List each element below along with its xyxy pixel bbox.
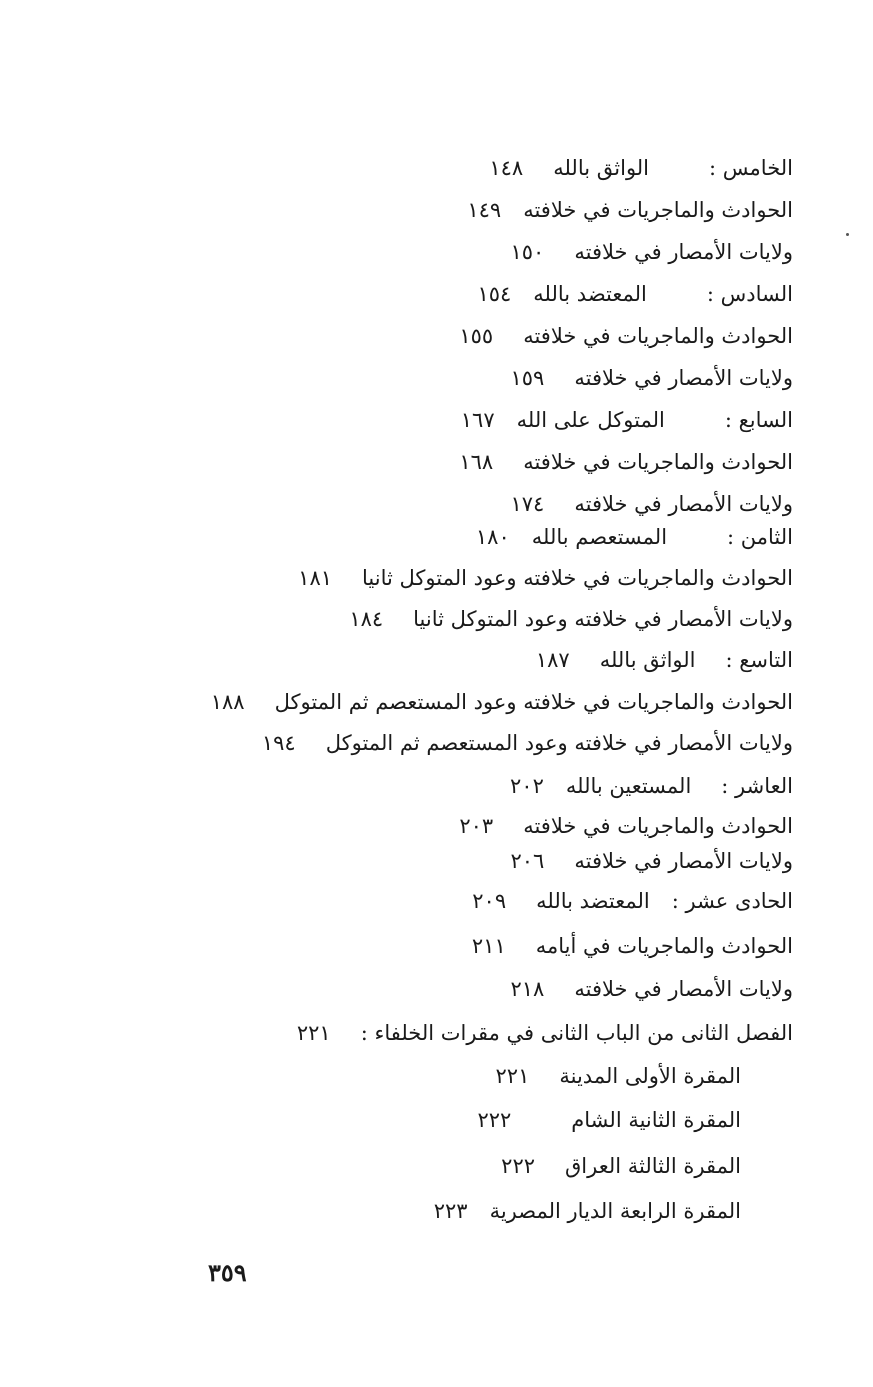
- toc-entry: [489, 147, 793, 189]
- toc-entry-title: المقرة الأولى المدينة: [559, 1064, 741, 1088]
- toc-entry-title: الحوادث والماجريات في خلافته: [523, 198, 793, 222]
- toc-entry: [472, 925, 793, 967]
- toc-entry: [434, 1190, 741, 1232]
- toc-entry: [511, 840, 794, 882]
- toc-entry: [461, 399, 793, 441]
- toc-entry-page: ٢٠٩: [472, 889, 507, 913]
- toc-entry-page: ٢١٨: [510, 977, 545, 1001]
- toc-entry: [536, 639, 793, 681]
- toc-entry-title: ولايات الأمصار في خلافته وعود المستعصم ثم المتوكل: [325, 731, 793, 755]
- toc-entry-page: ٢٢١: [296, 1021, 331, 1045]
- toc-entry-title: الثامن :: [727, 525, 793, 549]
- toc-entry-title: السادس :: [706, 282, 793, 306]
- toc-entry: [459, 315, 793, 357]
- toc-entry-title: ولايات الأمصار في خلافته: [574, 492, 793, 516]
- toc-entry: [467, 189, 793, 231]
- print-speck: [846, 233, 849, 236]
- toc-entry-name: الواثق بالله: [553, 156, 650, 180]
- toc-entry-title: ولايات الأمصار في خلافته: [574, 849, 793, 873]
- toc-entry-name: المعتضد بالله: [536, 889, 650, 913]
- toc-entry: [501, 1145, 741, 1187]
- toc-entry-title: المقرة الثانية الشام: [571, 1108, 741, 1132]
- toc-entry: [476, 516, 793, 558]
- toc-entry-name: الواثق بالله: [599, 648, 696, 672]
- toc-entry-title: ولايات الأمصار في خلافته وعود المتوكل ثانيا: [413, 607, 793, 631]
- toc-entry-title: ولايات الأمصار في خلافته: [574, 240, 793, 264]
- section-heading: [297, 1012, 793, 1054]
- toc-entry: [496, 1055, 741, 1097]
- toc-entry-page: ١٨٧: [535, 648, 570, 672]
- toc-entry-page: ٢٢١: [495, 1064, 530, 1088]
- toc-entry-page: ١٩٤: [261, 731, 296, 755]
- toc-entry: [477, 273, 793, 315]
- toc-entry-page: ١٥٩: [510, 366, 545, 390]
- toc-entry: [459, 441, 793, 483]
- toc-entry-title: الحوادث والماجريات في خلافته: [523, 324, 793, 348]
- toc-entry-title: الحوادث والماجريات في خلافته وعود المتوكل ثانيا: [362, 566, 793, 590]
- section-heading-title: الفصل الثانى من الباب الثانى في مقرات الخلفاء :: [360, 1021, 793, 1045]
- toc-entry-page: ٢٠٢: [510, 774, 544, 798]
- toc-entry: [477, 1099, 741, 1141]
- toc-entry-title: ولايات الأمصار في خلافته: [574, 977, 793, 1001]
- toc-entry: [262, 722, 793, 764]
- toc-entry-page: ١٨٤: [349, 607, 384, 631]
- toc-entry-title: ولايات الأمصار في خلافته: [574, 366, 793, 390]
- toc-entry-name: المعتضد بالله: [533, 282, 647, 306]
- toc-entry: [511, 231, 794, 273]
- toc-entry-title: المقرة الرابعة الديار المصرية: [489, 1199, 741, 1223]
- toc-entry-name: المستعين بالله: [565, 774, 692, 798]
- toc-entry-title: التاسع :: [725, 648, 793, 672]
- toc-entry-title: الحوادث والماجريات في خلافته: [523, 450, 793, 474]
- toc-entry: [349, 598, 793, 640]
- toc-entry-page: ١٧٤: [510, 492, 545, 516]
- toc-entry-page: ١٨١: [298, 566, 333, 590]
- toc-entry-page: ١٥٥: [459, 324, 494, 348]
- toc-entry-page: ١٤٩: [467, 198, 502, 222]
- toc-entry-page: ١٤٨: [489, 156, 524, 180]
- toc-entry-page: ١٥٤: [477, 282, 512, 306]
- toc-entry-title: السابع :: [724, 408, 793, 432]
- toc-entry-page: ٢٠٦: [510, 849, 545, 873]
- toc-entry-page: ١٨٠: [475, 525, 510, 549]
- toc-entry-title: المقرة الثالثة العراق: [565, 1154, 741, 1178]
- page-number: ٣٥٩: [208, 1258, 247, 1287]
- toc-entry-title: الحوادث والماجريات في خلافته وعود المستعصم ثم المتوكل: [274, 690, 793, 714]
- toc-entry-page: ٢٢٢: [501, 1154, 536, 1178]
- toc-entry: [472, 880, 793, 922]
- toc-entry: [511, 357, 794, 399]
- toc-entry: [510, 765, 793, 807]
- toc-entry-page: ٢٠٣: [459, 814, 494, 838]
- toc-entry-page: ٢١١: [471, 934, 506, 958]
- toc-entry-name: المستعصم بالله: [531, 525, 668, 549]
- toc-entry-title: الخامس :: [709, 156, 793, 180]
- toc-entry-page: ٢٢٣: [433, 1199, 468, 1223]
- toc-entry-page: ١٥٠: [510, 240, 545, 264]
- toc-entry-title: العاشر :: [721, 774, 793, 798]
- toc-entry: [298, 557, 793, 599]
- toc-entry-page: ١٦٧: [460, 408, 495, 432]
- toc-entry-title: الحادى عشر :: [671, 889, 793, 913]
- toc-entry-page: ٢٢٢: [477, 1108, 512, 1132]
- toc-entry-name: المتوكل على الله: [516, 408, 665, 432]
- toc-entry: [211, 681, 793, 723]
- toc-entry-title: الحوادث والماجريات في خلافته: [523, 814, 793, 838]
- toc-entry-page: ١٨٨: [210, 690, 245, 714]
- toc-entry-page: ١٦٨: [459, 450, 494, 474]
- toc-entry-title: الحوادث والماجريات في أيامه: [535, 934, 793, 958]
- toc-entry: [511, 968, 794, 1010]
